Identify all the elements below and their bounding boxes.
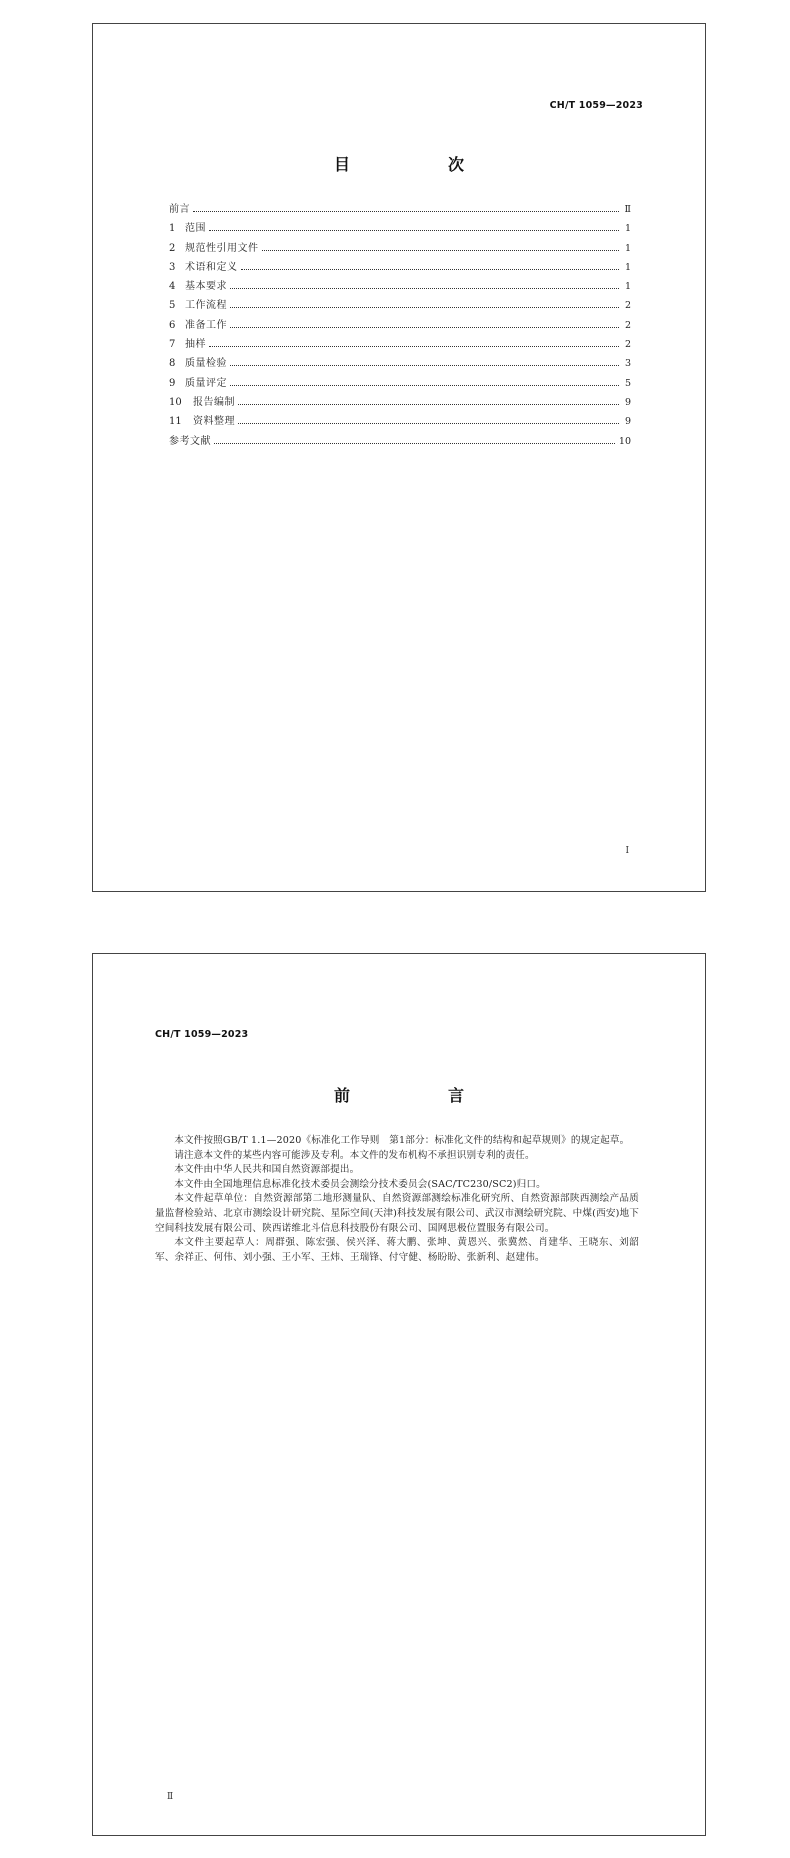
- toc-dot-leader: [238, 404, 619, 405]
- toc-entry-number: 7: [169, 339, 176, 351]
- toc-dot-leader: [262, 250, 620, 251]
- toc-entry[interactable]: [169, 200, 631, 219]
- toc-dot-leader: [241, 269, 620, 270]
- toc-entry[interactable]: [169, 277, 631, 296]
- toc-dot-leader: [238, 423, 619, 424]
- toc-entry-label: 术语和定义: [185, 261, 238, 273]
- page-number: Ⅱ: [167, 1792, 174, 1802]
- toc-entry[interactable]: [169, 412, 631, 431]
- toc-entry-label: 抽样: [185, 339, 206, 351]
- toc-entry[interactable]: [169, 354, 631, 373]
- toc-entry[interactable]: [169, 393, 631, 412]
- toc-dot-leader: [230, 307, 619, 308]
- foreword-body: [155, 1134, 639, 1265]
- foreword-paragraph: 本文件由全国地理信息标准化技术委员会测绘分技术委员会(SAC/TC230/SC2)归口。: [174, 1178, 546, 1190]
- toc-entry-page: 1: [624, 223, 631, 235]
- toc-entry-page: 3: [624, 358, 631, 370]
- toc-entry-page: 2: [624, 339, 631, 351]
- toc-entry-number: 6: [169, 319, 176, 331]
- toc-entry[interactable]: [169, 258, 631, 277]
- toc-dot-leader: [230, 385, 619, 386]
- toc-dot-leader: [193, 211, 619, 212]
- toc-dot-leader: [230, 288, 619, 289]
- toc-entry-page: 1: [624, 261, 631, 273]
- page-number: Ⅰ: [625, 846, 629, 856]
- toc-entry-number: 10: [169, 396, 182, 408]
- toc-entry-page: Ⅱ: [624, 204, 631, 215]
- foreword-paragraph: 本文件主要起草人：周群强、陈宏强、侯兴泽、蒋大鹏、张坤、黄恩兴、张冀然、肖建华、王晓东、刘韶军、余祥正、何伟、刘小强、王小军、王炜、王瑞锋、付守健、杨盼盼、张新利、赵建伟。: [155, 1237, 639, 1263]
- toc-entry[interactable]: [169, 239, 631, 258]
- toc-entry-number: 5: [169, 300, 176, 312]
- toc-entry-label: 范围: [185, 223, 206, 235]
- foreword-paragraph: 本文件由中华人民共和国自然资源部提出。: [174, 1164, 360, 1176]
- toc-entry-label: 质量检验: [185, 358, 227, 370]
- standard-code: CH/T 1059—2023: [155, 1029, 249, 1040]
- toc-dot-leader: [230, 327, 619, 328]
- toc-entry[interactable]: [169, 335, 631, 354]
- toc-entry-label: 质量评定: [185, 377, 227, 389]
- toc-entry-number: 1: [169, 223, 176, 235]
- toc-entry[interactable]: [169, 316, 631, 335]
- toc-entry-label: 参考文献: [169, 435, 211, 447]
- toc-entry-label: 资料整理: [193, 416, 235, 428]
- toc-entry-page: 1: [624, 281, 631, 293]
- toc-entry-label: 前言: [169, 204, 190, 215]
- toc-entry[interactable]: [169, 219, 631, 238]
- foreword-paragraph: 本文件按照GB/T 1.1—2020《标准化工作导则 第1部分：标准化文件的结构和起草规则》的规定起草。: [174, 1135, 630, 1146]
- toc-entry-page: 9: [624, 396, 631, 408]
- toc-dot-leader: [209, 346, 619, 347]
- toc-entry-label: 工作流程: [185, 300, 227, 312]
- toc-entry-page: 1: [624, 242, 631, 254]
- toc-entry-page: 5: [624, 377, 631, 389]
- toc-dot-leader: [209, 230, 619, 231]
- page-title: 目 次: [333, 155, 486, 174]
- foreword-paragraph: 请注意本文件的某些内容可能涉及专利。本文件的发布机构不承担识别专利的责任。: [174, 1149, 535, 1161]
- toc-entry-number: 4: [169, 281, 176, 293]
- toc-entry-number: 3: [169, 261, 176, 273]
- foreword-page: [92, 953, 706, 1836]
- toc-entry-number: 2: [169, 242, 176, 254]
- table-of-contents: [169, 200, 631, 451]
- toc-entry-page: 2: [624, 319, 631, 331]
- toc-entry-label: 基本要求: [185, 281, 227, 293]
- toc-entry-page: 9: [624, 416, 631, 428]
- toc-entry[interactable]: [169, 374, 631, 393]
- page-title: 前 言: [333, 1086, 486, 1105]
- toc-dot-leader: [214, 443, 615, 444]
- toc-entry-number: 9: [169, 377, 176, 389]
- toc-entry[interactable]: [169, 432, 631, 451]
- toc-entry-label: 报告编制: [193, 396, 235, 408]
- toc-entry-number: 11: [169, 416, 182, 428]
- toc-entry-page: 10: [618, 435, 631, 447]
- foreword-paragraph: 本文件起草单位：自然资源部第二地形测量队、自然资源部测绘标准化研究所、自然资源部陕西测绘产品质量监督检验站、北京市测绘设计研究院、星际空间(天津)科技发展有限公司、武汉市测绘研究院、中煤(西安)地下空间科技发展有限公司、陕西诺维北斗信息科技股份有限公司、国网思极位置服务有限公司。: [155, 1193, 639, 1234]
- toc-entry-label: 规范性引用文件: [185, 242, 259, 254]
- toc-entry-label: 准备工作: [185, 319, 227, 331]
- toc-entry-number: 8: [169, 358, 176, 370]
- toc-entry-page: 2: [624, 300, 631, 312]
- toc-page: [92, 23, 706, 892]
- toc-dot-leader: [230, 365, 619, 366]
- standard-code: CH/T 1059—2023: [549, 100, 643, 111]
- toc-entry[interactable]: [169, 296, 631, 315]
